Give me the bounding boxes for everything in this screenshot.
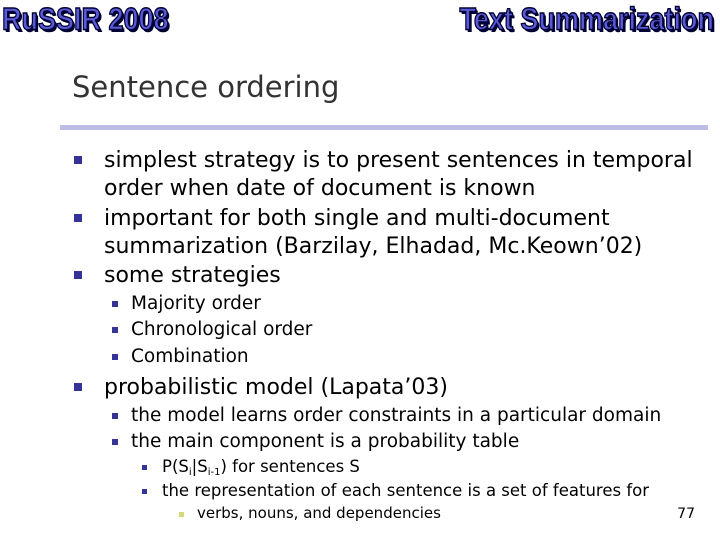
sub-bullet-majority: Majority order: [131, 293, 261, 314]
bullet-icon: [74, 271, 82, 279]
level3-bullet-icon: [142, 465, 147, 470]
bullet-icon: [74, 214, 82, 222]
slide-title: Sentence ordering: [72, 70, 340, 104]
bullet-1-text-cont: order when date of document is known: [104, 176, 536, 201]
sub-bullet-icon: [112, 327, 118, 333]
sub-bullet-constraints: the model learns order constraints in a particular domain: [131, 405, 662, 426]
sub-bullet-chronological: Chronological order: [131, 319, 313, 340]
bullet-icon: [74, 383, 82, 391]
sub-bullet-icon: [112, 413, 118, 419]
bullet-1-text: simplest strategy is to present sentences in temporal: [104, 148, 693, 173]
features-line: the representation of each sentence is a set of features for: [162, 481, 650, 500]
sub-bullet-icon: [112, 439, 118, 445]
bullet-3-text: some strategies: [104, 263, 281, 288]
bullet-2-text: important for both single and multi-document: [104, 206, 610, 231]
verbs-nouns-line: verbs, nouns, and dependencies: [197, 504, 441, 522]
page-number: 77: [677, 506, 695, 522]
sub-bullet-probability-table: the main component is a probability table: [131, 431, 520, 452]
sub-bullet-icon: [112, 354, 118, 360]
level4-bullet-icon: [179, 512, 184, 517]
level3-bullet-icon: [142, 489, 147, 494]
russir-logo: RuSSIR 2008: [2, 2, 169, 37]
sub-bullet-combination: Combination: [131, 346, 249, 367]
course-topic-logo: Text Summarization: [459, 2, 714, 37]
bullet-2-text-cont: summarization (Barzilay, Elhadad, Mc.Keown’02): [104, 234, 643, 259]
bullet-4-text: probabilistic model (Lapata’03): [104, 375, 448, 400]
sub-bullet-icon: [112, 301, 118, 307]
formula-line: $P(S_i|S_{i-1})$ for sentences S: [162, 457, 360, 478]
title-divider: [60, 125, 708, 130]
bullet-icon: [74, 156, 82, 164]
